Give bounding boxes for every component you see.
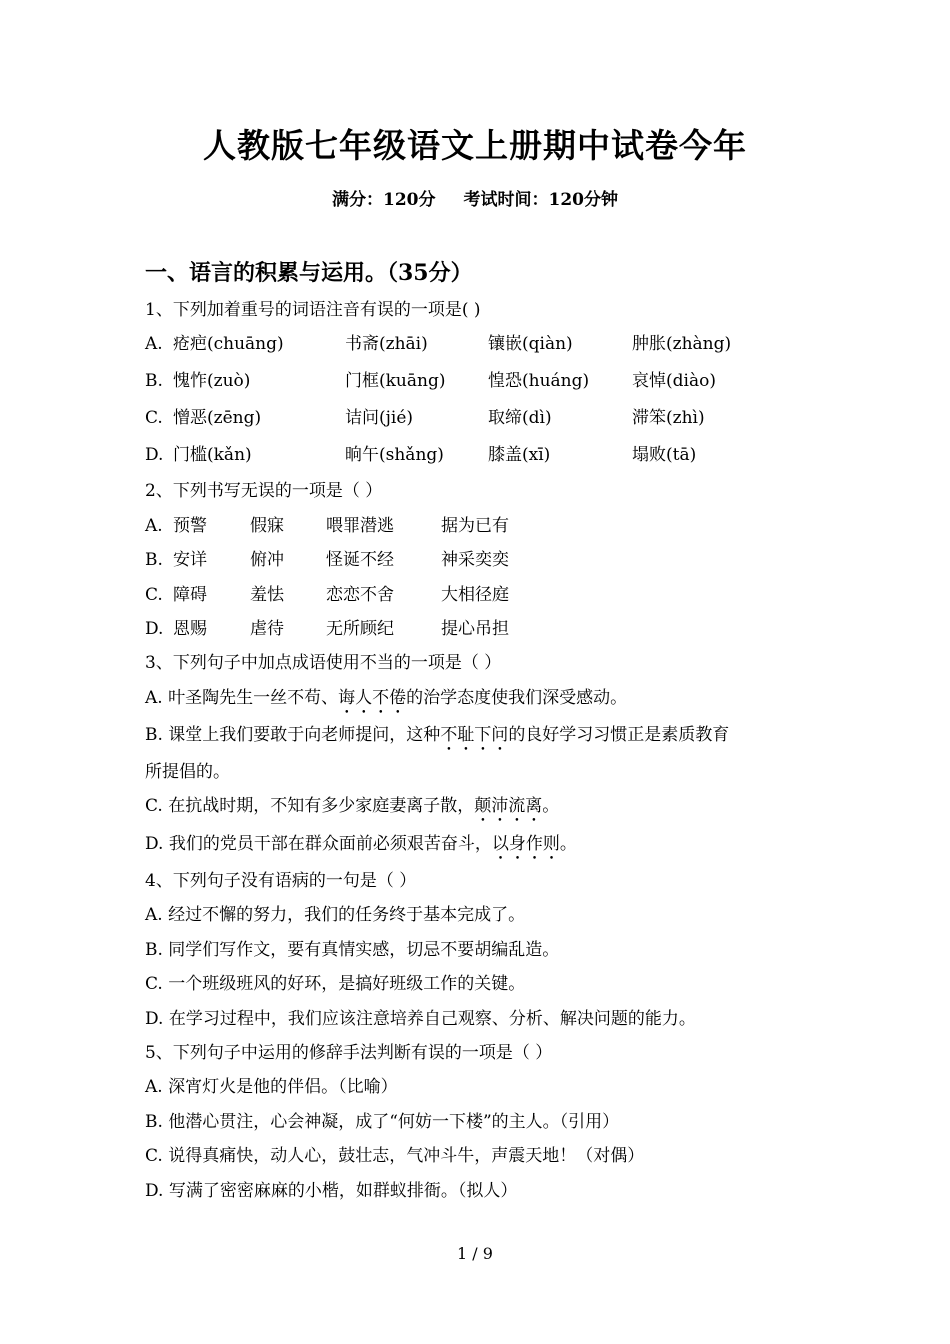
emphasized-idiom: 颠沛流离 (474, 796, 543, 816)
option-item: 晌午(shǎng) (345, 445, 444, 465)
question-4-option-c: C. 一个班级班风的好环，是搞好班级工作的关键。 (145, 974, 526, 994)
option-item: 惶恐(huáng) (488, 371, 590, 391)
option-item: 障碍 (173, 585, 207, 605)
option-label: D. (145, 445, 164, 465)
question-1-stem: 1、下列加着重号的词语注音有误的一项是( ) (145, 300, 481, 320)
question-3-option-b (145, 723, 825, 755)
option-item: 预警 (173, 516, 207, 536)
option-text: 。 (559, 834, 577, 854)
option-item: 憎恶(zēng) (173, 408, 262, 428)
question-3-option-a (145, 686, 825, 718)
question-5-option-d: D. 写满了密密麻麻的小楷，如群蚁排衙。（拟人） (145, 1181, 518, 1201)
option-item: 取缔(dì) (488, 408, 552, 428)
option-label: C. (145, 408, 163, 428)
option-item: 塌败(tā) (632, 445, 697, 465)
option-item: 俯冲 (250, 550, 284, 570)
option-item: 门框(kuāng) (345, 371, 446, 391)
option-item: 愧怍(zuò) (173, 371, 251, 391)
question-5-option-a: A. 深宵灯火是他的伴侣。（比喻） (145, 1077, 398, 1097)
option-item: 哀悼(diào) (632, 371, 716, 391)
question-5-option-b: B. 他潜心贯注，心会神凝，成了“何妨一下楼”的主人。（引用） (145, 1112, 620, 1132)
question-4-option-d: D. 在学习过程中，我们应该注意培养自己观察、分析、解决问题的能力。 (145, 1009, 696, 1029)
option-text: 的治学态度使我们深受感动。 (406, 688, 628, 708)
option-item: 恋恋不舍 (326, 585, 394, 605)
option-text: D. 我们的党员干部在群众面前必须艰苦奋斗， (145, 834, 492, 854)
option-label: B. (145, 550, 163, 570)
option-item: 羞怯 (250, 585, 284, 605)
option-item: 膝盖(xī) (488, 445, 551, 465)
question-4-option-a: A. 经过不懈的努力，我们的任务终于基本完成了。 (145, 905, 526, 925)
option-label: A. (145, 334, 163, 354)
full-score: 满分：120分 (332, 190, 436, 210)
option-label: D. (145, 619, 164, 639)
option-item: 书斋(zhāi) (345, 334, 428, 354)
option-item: 神采奕奕 (441, 550, 509, 570)
option-item: 滞笨(zhì) (632, 408, 705, 428)
option-item: 假寐 (250, 516, 284, 536)
option-label: C. (145, 585, 163, 605)
question-3-option-b-continued: 所提倡的。 (145, 762, 230, 782)
exam-info (0, 189, 950, 211)
option-text: 。 (542, 796, 560, 816)
emphasized-idiom: 以身作则 (491, 834, 560, 854)
option-item: 怪诞不经 (326, 550, 394, 570)
exam-time: 考试时间：120分钟 (463, 190, 618, 210)
question-3-option-c (145, 794, 825, 826)
question-3-option-d (145, 832, 825, 864)
question-3-stem: 3、下列句子中加点成语使用不当的一项是（ ） (145, 653, 502, 673)
option-item: 疮疤(chuāng) (173, 334, 284, 354)
question-5-stem: 5、下列句子中运用的修辞手法判断有误的一项是（ ） (145, 1043, 553, 1063)
option-item: 肿胀(zhàng) (632, 334, 732, 354)
question-4-option-b: B. 同学们写作文，要有真情实感，切忌不要胡编乱造。 (145, 940, 560, 960)
page-number: 1 / 9 (457, 1244, 493, 1263)
option-item: 恩赐 (173, 619, 207, 639)
section-heading: 一、语言的积累与运用。（35分） (145, 260, 473, 286)
option-item: 提心吊担 (441, 619, 509, 639)
emphasized-idiom: 诲人不倦 (338, 688, 407, 708)
question-4-stem: 4、下列句子没有语病的一句是（ ） (145, 871, 417, 891)
option-item: 喂罪潜逃 (326, 516, 394, 536)
option-text: 的良好学习习惯正是素质教育 (508, 725, 730, 745)
option-text: A. 叶圣陶先生一丝不苟、 (145, 688, 339, 708)
option-item: 镶嵌(qiàn) (488, 334, 573, 354)
option-label: B. (145, 371, 163, 391)
option-label: A. (145, 516, 163, 536)
option-item: 门槛(kǎn) (173, 445, 252, 465)
option-text: C. 在抗战时期，不知有多少家庭妻离子散， (145, 796, 475, 816)
question-5-option-c: C. 说得真痛快，动人心，鼓壮志，气冲斗牛，声震天地！（对偶） (145, 1146, 645, 1166)
page-title: 人教版七年级语文上册期中试卷今年 (203, 126, 747, 165)
option-item: 据为已有 (441, 516, 509, 536)
emphasized-idiom: 不耻下问 (440, 725, 509, 745)
option-item: 诘问(jié) (345, 408, 414, 428)
option-item: 大相径庭 (441, 585, 509, 605)
option-item: 安详 (173, 550, 207, 570)
option-text: B. 课堂上我们要敢于向老师提问，这种 (145, 725, 441, 745)
option-item: 虐待 (250, 619, 284, 639)
question-2-stem: 2、下列书写无误的一项是（ ） (145, 481, 383, 501)
option-item: 无所顾纪 (326, 619, 394, 639)
